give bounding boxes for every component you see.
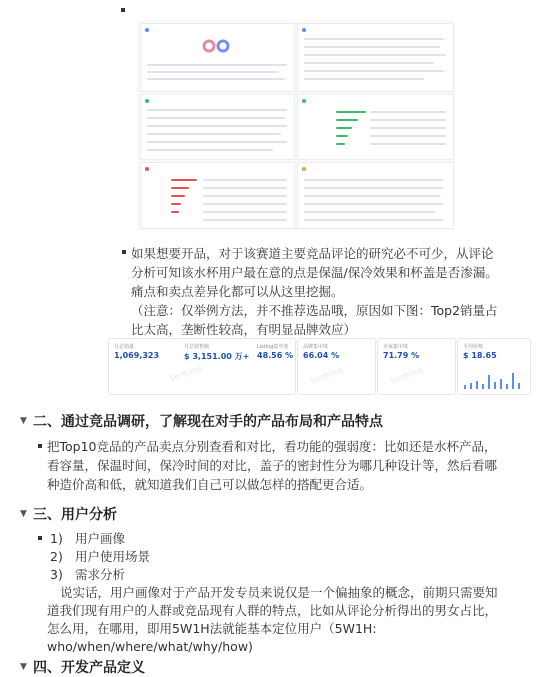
top-bullet: [121, 8, 125, 12]
stat-card-brand: [297, 338, 376, 395]
stat-label: 月总销量: [114, 344, 135, 350]
stat-label: Listing集中度: [257, 344, 289, 350]
panel-positive: [297, 94, 454, 160]
intro-line-2: 分析可知该水杯用户最在意的点是保温/保冷效果和杯盖是否渗漏。: [131, 265, 498, 280]
stat-label: 平均价格: [463, 344, 484, 350]
stat-card-seller: [377, 338, 456, 395]
stat-value: 1,069,323: [114, 351, 160, 360]
panel-needs: [140, 94, 295, 160]
section2-line-2: 看容量，保温时间，保冷时间的对比，盖子的密封性分为哪几种设计等，然后看哪: [47, 458, 498, 473]
stat-label: 品牌集中度: [303, 344, 329, 350]
intro-bullet-dot: [122, 250, 126, 254]
panel-pain-points: [140, 162, 295, 229]
watermark: Sorftime: [168, 363, 204, 384]
stat-card-sales: [108, 338, 296, 395]
price-mini-bar-chart: [462, 369, 526, 389]
intro-line-1: 如果想要开品，对于该赛道主要竞品评论的研究必不可少，从评论: [131, 246, 494, 261]
section2-bullet-dot: [38, 444, 42, 448]
collapse-toggle-icon[interactable]: ▼: [20, 662, 27, 672]
panel-purchase-motivation: [297, 162, 454, 229]
section2-line-3: 种造价高和低，就知道我们自己可以做怎样的搭配更合适。: [47, 477, 373, 492]
section3-para-4: who/when/where/what/why/how): [47, 639, 253, 654]
list-num: 2): [50, 549, 63, 564]
collapse-toggle-icon[interactable]: ▼: [20, 416, 27, 426]
stat-card-price: [457, 338, 531, 395]
panel-usage-scene: [297, 23, 454, 92]
stat-value: 48.56 %: [257, 351, 294, 360]
section2-line-1: 把Top10竞品的产品卖点分别查看和对比，看功能的强弱度：比如还是水杯产品，: [47, 439, 497, 454]
stat-value: $ 18.65: [463, 351, 497, 360]
stat-value: 66.04 %: [303, 351, 340, 360]
list-item: 用户画像: [75, 531, 126, 546]
list-item: 用户使用场景: [75, 549, 151, 564]
section3-bullet-dot: [38, 536, 42, 540]
section3-para-1: 说实话，用户画像对于产品开发专员来说仅是一个偏抽象的概念，前期只需要知: [60, 585, 498, 600]
stat-value: 71.79 %: [383, 351, 420, 360]
list-num: 1): [50, 531, 63, 546]
stat-label: 月总销售额: [184, 344, 210, 350]
section-heading-4: 四、开发产品定义: [33, 660, 145, 676]
collapse-toggle-icon[interactable]: ▼: [20, 509, 27, 519]
section-heading-3: 三、用户分析: [33, 507, 117, 523]
review-analysis-screenshot: [137, 20, 455, 230]
watermark: Sorftime: [309, 365, 345, 386]
section-heading-2: 二、通过竞品调研，了解现在对手的产品布局和产品特点: [33, 414, 383, 430]
watermark: Sorftime: [389, 365, 425, 386]
intro-line-5: 比太高，垄断性较高，有明显品牌效应）: [131, 322, 357, 337]
panel-user-profile: [140, 23, 295, 92]
section3-para-2: 道我们现有用户的人群或竞品现有人群的特点，比如从评论分析得出的男女占比，: [47, 603, 498, 618]
stat-label: 卖家集中度: [383, 344, 409, 350]
list-item: 需求分析: [75, 567, 126, 582]
intro-line-3: 痛点和卖点差异化都可以从这里挖掘。: [131, 284, 344, 299]
stat-value: $ 3,151.00 万+: [184, 352, 250, 361]
section3-para-3: 怎么用，在哪用，即用5W1H法就能基本定位用户（5W1H:: [47, 621, 377, 636]
intro-line-4: （注意：仅举例方法，并不推荐选品哦，原因如下图：Top2销量占: [131, 303, 498, 318]
gender-donut: [201, 38, 231, 54]
list-num: 3): [50, 567, 63, 582]
